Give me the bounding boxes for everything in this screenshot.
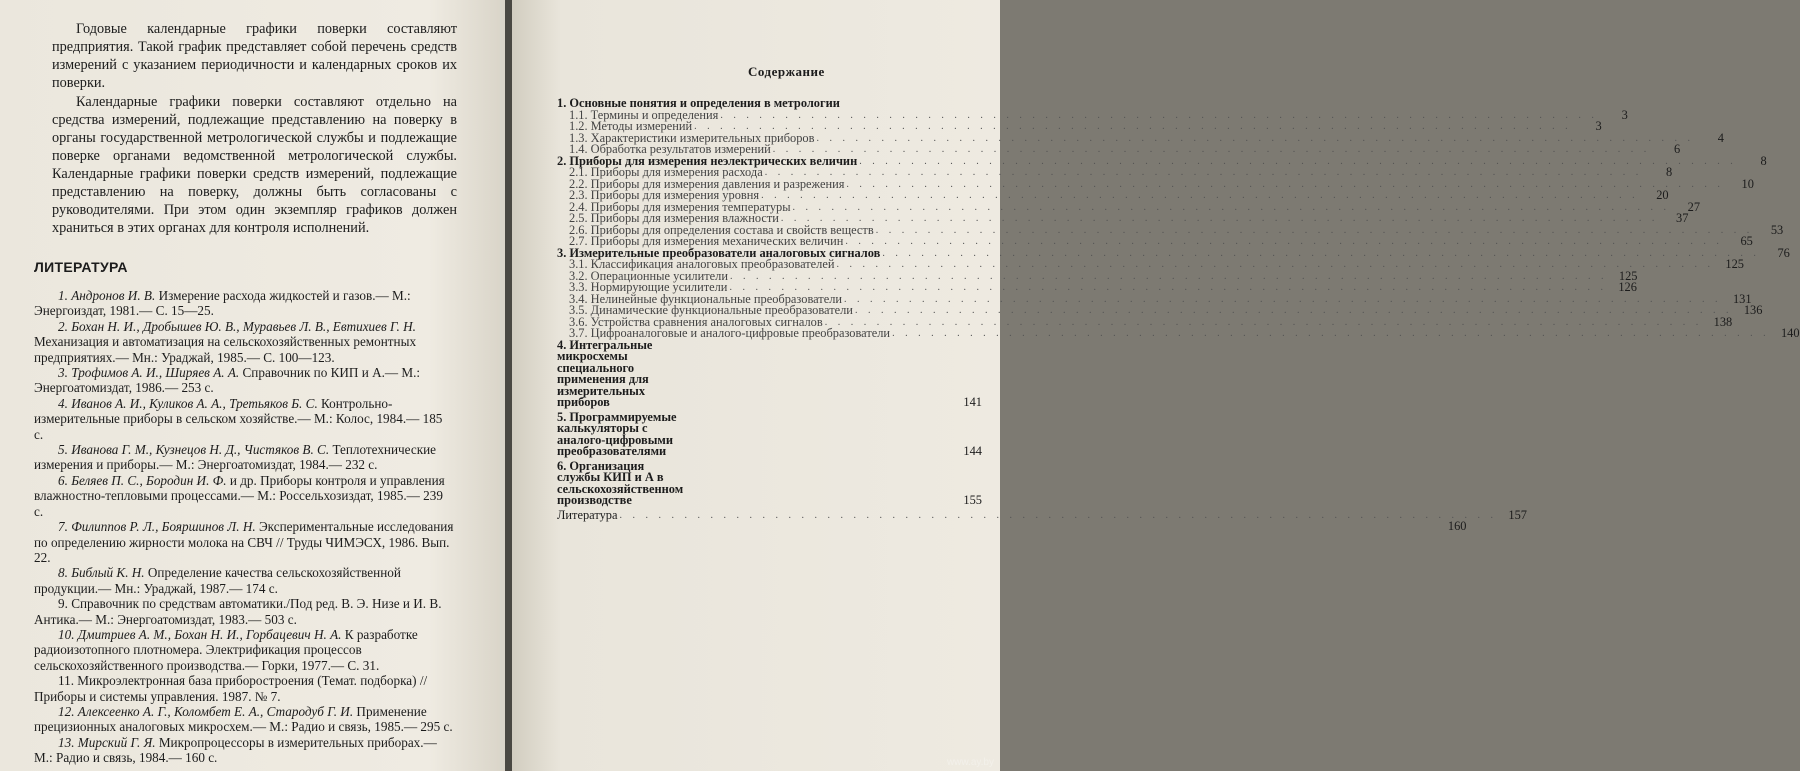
reference-details: Справочник по КИП и А.— М.: Энергоатомиздат, 1986.— 253 с. [34, 365, 421, 396]
toc-leader-dots [882, 248, 1760, 260]
toc-leader-dots [816, 133, 1694, 145]
reference-details: и др. Приборы контроля и управления влажностно-тепловыми процессами.— М.: Россельхозиздат, 1985.— 239 с. [34, 472, 445, 519]
toc-leader-dots [730, 271, 1608, 283]
toc-entry [557, 409, 982, 458]
reference-item [34, 596, 454, 627]
toc-page-number: 3 [1595, 119, 1602, 133]
reference-authors: 1. Андронов И. В. [58, 288, 156, 303]
toc-leader-dots [619, 510, 1497, 522]
toc-page-number: 144 [963, 444, 982, 458]
reference-authors: 13. Мирский Г. Я. [58, 734, 156, 750]
toc-entry-title: 3.6. Устройства сравнения аналоговых сигналов [569, 314, 823, 329]
toc-entry-title: 2.5. Приборы для измерения влажности [569, 211, 779, 225]
reference-details: Определение качества сельскохозяйственной продукции.— Мн.: Ураджай, 1987.— 174 с. [34, 565, 401, 596]
toc-leader-dots [793, 202, 1671, 214]
toc-page-number: 4 [1717, 130, 1724, 145]
reference-details: Экспериментальные исследования по определению жирности молока на СВЧ // Труды ЧИМЭСХ, 1986. Вып. 22. [34, 519, 454, 565]
toc-entry-title: 1.4. Обработка результатов измерений [569, 142, 771, 156]
toc-page-number: 76 [1777, 245, 1790, 260]
toc-page-number: 125 [1725, 257, 1744, 271]
toc-page-number: 20 [1656, 188, 1669, 202]
toc-page-number: 155 [963, 493, 982, 507]
reference-authors: 10. Дмитриев А. М., Бохан Н. И., Горбацевич Н. А. [58, 626, 342, 642]
toc-page-number: 6 [1674, 142, 1681, 156]
toc-entry-title: 3.4. Нелинейные функциональные преобразователи [569, 291, 843, 306]
toc-leader-dots [720, 110, 1598, 122]
toc-entry-title: 3.5. Динамические функциональные преобразователи [569, 303, 853, 317]
reference-item [34, 735, 454, 766]
reference-details: 11. Микроэлектронная база приборостроения (Темат. подборка) // Приборы и системы управления. 1987. № 7. [34, 673, 428, 704]
toc-leader-dots [846, 179, 1724, 191]
toc-entry-title: 2.2. Приборы для измерения давления и разрежения [569, 176, 845, 191]
reference-details: Микропроцессоры в измерительных приборах.— М.: Радио и связь, 1984.— 160 с. [34, 734, 437, 766]
toc-entry-title: 3.3. Нормирующие усилители [569, 280, 728, 294]
toc-leader-dots [876, 225, 1754, 237]
toc-entry [557, 337, 982, 409]
toc-page-number: 138 [1713, 314, 1733, 329]
reference-authors: 2. Бохан Н. И., Дробышев Ю. В., Муравьев Л. В., Евтихиев Г. Н. [58, 318, 416, 334]
toc-leader-dots [694, 121, 1572, 133]
toc-entry-title: 1.2. Методы измерений [569, 119, 693, 133]
reference-authors: 4. Иванов А. И., Куликов А. А., Третьяков Б. С. [58, 395, 318, 411]
toc-leader-dots [773, 144, 1651, 156]
toc-entry-title: 2.1. Приборы для измерения расхода [569, 165, 763, 179]
reference-details: Применение прецизионных аналоговых микросхем.— М.: Радио и связь, 1985.— 295 с. [34, 703, 453, 735]
toc-page-number: 8 [1760, 153, 1767, 168]
intro-paragraph-2: Календарные графики поверки составляют отдельно на средства измерений, подлежащие представлению на поверку в органы государственной метрологической службы и подлежащие поверке органами ведомственной метрологической службы. Календарные графики поверки средств измерений, подлежащие представлению на поверку, должны быть согласованы с руководителями. При этом один экземпляр графиков должен храниться в этих органах для контроля исполнений. [52, 94, 457, 236]
toc-page-number: 53 [1770, 222, 1784, 237]
toc-entry-title: 2.3. Приборы для измерения уровня [569, 188, 760, 202]
reference-item [34, 704, 454, 735]
toc-page-number: 136 [1743, 303, 1763, 317]
toc-leader-dots [837, 259, 1715, 271]
toc-entry-title: 5. Программируемые калькуляторы с аналого-цифровыми преобразователями [557, 409, 677, 458]
toc-leader-dots [892, 328, 1770, 340]
toc-leader-dots [761, 190, 1639, 202]
toc-page-number: 3 [1621, 107, 1628, 122]
reference-details: Контрольно-измерительные приборы в сельском хозяйстве.— М.: Колос, 1984.— 185 с. [34, 395, 443, 442]
toc-page-number: 27 [1687, 199, 1701, 214]
toc-entry-title: 2. Приборы для измерения неэлектрических величин [557, 153, 858, 168]
literature-heading: ЛИТЕРАТУРА [34, 259, 128, 275]
reference-item [34, 673, 454, 704]
toc-entry-title: 3.2. Операционные усилители [569, 268, 728, 283]
reference-authors: 5. Иванова Г. М., Кузнецов Н. Д., Чистяков В. С. [58, 442, 330, 458]
book-gutter [505, 0, 512, 771]
toc-entry-title: 4. Интегральные микросхемы специального применения для измерительных приборов [557, 337, 653, 409]
toc-page-number: 157 [1508, 507, 1527, 522]
toc-entry-title: 2.6. Приборы для определения состава и свойств веществ [569, 222, 874, 237]
toc-entry-title: 1.3. Характеристики измерительных приборов [569, 130, 815, 145]
reference-details: Измерение расхода жидкостей и газов.— М.: Энергоиздат, 1981.— С. 15—25. [34, 288, 411, 319]
intro-paragraph-1: Годовые календарные графики поверки составляют предприятия. Такой график представляет собой перечень средств измерений с указанием периодичности и календарных сроков их поверки. [52, 21, 457, 91]
reference-item [34, 396, 454, 442]
toc-leader-dots [845, 236, 1723, 248]
toc-entry-title: 3. Измерительные преобразователи аналоговых сигналов [557, 245, 881, 260]
reference-item [34, 288, 454, 319]
toc-page-number: 125 [1618, 268, 1638, 283]
reference-authors: 3. Трофимов А. И., Ширяев А. А. [58, 365, 240, 381]
toc-entry-title: 1.1. Термины и определения [569, 107, 719, 122]
reference-item [34, 365, 454, 396]
toc-leader-dots [844, 294, 1722, 306]
toc-entry-title: 1. Основные понятия и определения в метрологии [557, 96, 840, 110]
contents-title: Содержание [748, 64, 825, 79]
toc-entry-title: 3.7. Цифроаналоговые и аналого-цифровые преобразователи [569, 326, 891, 340]
reference-item [34, 473, 454, 519]
toc-entry-title: 3.1. Классификация аналоговых преобразователей [569, 257, 835, 271]
toc-page-number: 126 [1618, 280, 1637, 294]
toc-page-number: 131 [1732, 291, 1752, 306]
toc-page-number: 160 [1447, 519, 1467, 533]
reference-details: К разработке радиоизотопного плотномера. Электрификация процессов сельскохозяйственного производства.— Горки, 1977.— С. 31. [34, 626, 418, 673]
reference-item [34, 319, 454, 365]
table-of-contents [557, 96, 1800, 533]
reference-authors: 6. Беляев П. С., Бородин И. Ф. [58, 472, 227, 488]
toc-leader-dots [859, 156, 1737, 168]
toc-page-number: 65 [1740, 234, 1753, 248]
reference-authors: 7. Филиппов Р. Л., Бояршинов Л. Н. [58, 519, 256, 535]
toc-entry [557, 519, 1467, 533]
toc-leader-dots [781, 213, 1659, 225]
reference-authors: 8. Библый К. Н. [58, 565, 145, 581]
toc-page-number: 37 [1676, 211, 1689, 225]
reference-authors: 12. Алексеенко А. Г., Коломбет Е. А., Стародуб Г. И. [58, 703, 354, 719]
toc-entry [557, 458, 982, 507]
reference-list [34, 288, 454, 766]
toc-page-number: 141 [963, 395, 982, 409]
toc-page-number: 10 [1741, 176, 1754, 191]
toc-leader-dots [729, 282, 1607, 294]
left-page [0, 0, 505, 771]
intro-text [52, 20, 457, 237]
watermark: www.ay.by [946, 757, 994, 768]
toc-entry [557, 507, 1527, 522]
toc-leader-dots [825, 317, 1703, 329]
reference-details: 9. Справочник по средствам автоматики./Под ред. В. Э. Низе и И. В. Антика.— М.: Энергоатомиздат, 1983.— 503 с. [34, 596, 442, 627]
toc-entry-title: 2.4. Приборы для измерения температуры [569, 199, 791, 214]
reference-item [34, 442, 454, 473]
toc-entry-title: 2.7. Приборы для измерения механических величин [569, 234, 844, 248]
reference-details: Механизация и автоматизация на сельскохозяйственных ремонтных предприятиях.— Мн.: Ураджай, 1985.— С. 100—123. [34, 334, 417, 365]
toc-page-number: 140 [1780, 326, 1800, 340]
reference-item [34, 565, 454, 596]
reference-item [34, 519, 454, 565]
toc-page-number: 8 [1666, 165, 1673, 179]
reference-details: Теплотехнические измерения и приборы.— М.: Энергоатомиздат, 1984.— 232 с. [34, 442, 437, 473]
toc-leader-dots [855, 305, 1733, 317]
toc-leader-dots [765, 167, 1643, 179]
toc-entry-title: Литература [557, 507, 618, 522]
toc-entry-title: 6. Организация службы КИП и А в сельскохозяйственном производстве [557, 458, 684, 507]
reference-item [34, 627, 454, 673]
